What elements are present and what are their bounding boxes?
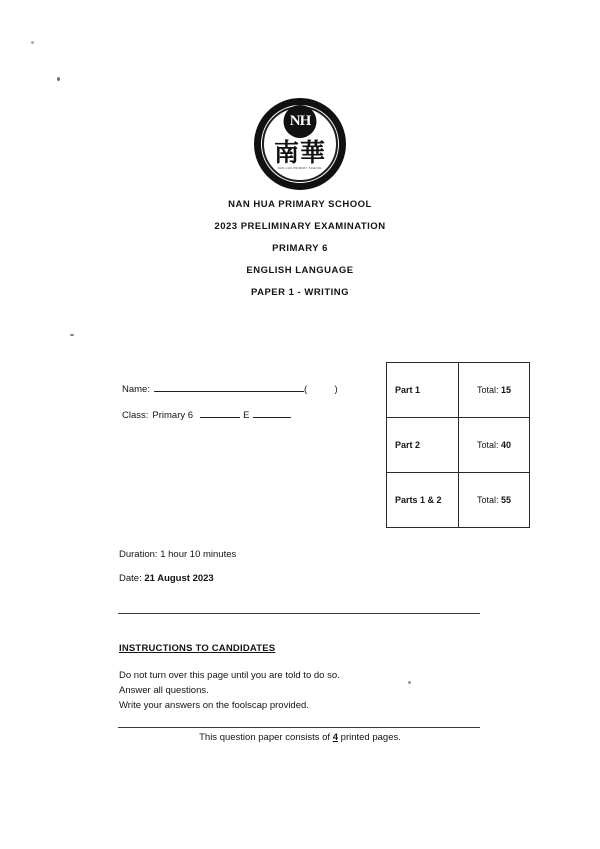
total-value: 15 (501, 385, 512, 395)
table-row (387, 473, 530, 528)
divider-above-footer (118, 727, 480, 728)
page-count-footer (0, 732, 600, 743)
divider-above-instructions (118, 613, 480, 614)
class-level-text: Primary 6 (152, 410, 194, 421)
name-input[interactable] (154, 383, 304, 392)
duration-label: Duration: (119, 549, 158, 560)
date-label: Date: (119, 573, 142, 584)
heading-school-name: NAN HUA PRIMARY SCHOOL (228, 199, 372, 210)
table-cell-total (459, 363, 530, 418)
index-number-input[interactable] (309, 384, 334, 395)
index-close-paren: ) (334, 384, 338, 395)
instructions-list (119, 670, 340, 712)
scan-speck (31, 41, 34, 44)
class-field-label: Class: (122, 410, 149, 421)
class-input-left[interactable] (200, 409, 240, 418)
instructions-heading: INSTRUCTIONS TO CANDIDATES (119, 643, 276, 654)
table-cell-part: Part 2 (387, 418, 459, 473)
heading-paper: PAPER 1 - WRITING (250, 287, 350, 298)
exam-meta (119, 549, 236, 584)
table-cell-total (459, 473, 530, 528)
list-item: Answer all questions. (119, 684, 209, 696)
heading-subject: ENGLISH LANGUAGE (246, 265, 354, 276)
class-separator-text: E (243, 410, 250, 421)
scan-speck (57, 77, 60, 81)
duration-value: 1 hour 10 minutes (160, 549, 237, 560)
list-item: Write your answers on the foolscap provided. (119, 699, 309, 711)
name-field-label: Name: (122, 384, 150, 395)
class-field-row (122, 409, 338, 421)
table-cell-total (459, 418, 530, 473)
scan-speck (70, 334, 74, 336)
footer-suffix: printed pages. (340, 732, 401, 743)
crest-microtext: NAN HUA PRIMARY SCHOOL (277, 167, 323, 170)
date-value: 21 August 2023 (144, 573, 214, 584)
duration-row (119, 549, 236, 560)
date-row (119, 573, 236, 584)
marks-table (386, 362, 530, 528)
total-value: 40 (501, 440, 512, 450)
heading-exam-name: 2023 PRELIMINARY EXAMINATION (214, 221, 386, 232)
total-value: 55 (501, 495, 512, 505)
table-row (387, 418, 530, 473)
footer-page-count: 4 (332, 732, 339, 743)
footer-prefix: This question paper consists of (199, 732, 331, 743)
heading-level: PRIMARY 6 (272, 243, 328, 254)
candidate-particulars (122, 383, 338, 421)
page-title-block (0, 199, 600, 298)
school-crest (0, 98, 600, 190)
instructions-block (119, 643, 340, 712)
total-label: Total: (476, 385, 499, 395)
table-cell-part: Parts 1 & 2 (387, 473, 459, 528)
total-label: Total: (476, 495, 499, 505)
class-input-right[interactable] (253, 409, 291, 418)
scan-speck (408, 681, 411, 684)
table-cell-part: Part 1 (387, 363, 459, 418)
name-field-row (122, 383, 338, 395)
index-open-paren: ( (303, 384, 308, 395)
list-item: Do not turn over this page until you are told to do so. (119, 670, 340, 681)
table-row (387, 363, 530, 418)
total-label: Total: (476, 440, 499, 450)
crest-hanzi-text: 南華 (273, 138, 326, 167)
crest-monogram-icon: NH (284, 105, 317, 138)
